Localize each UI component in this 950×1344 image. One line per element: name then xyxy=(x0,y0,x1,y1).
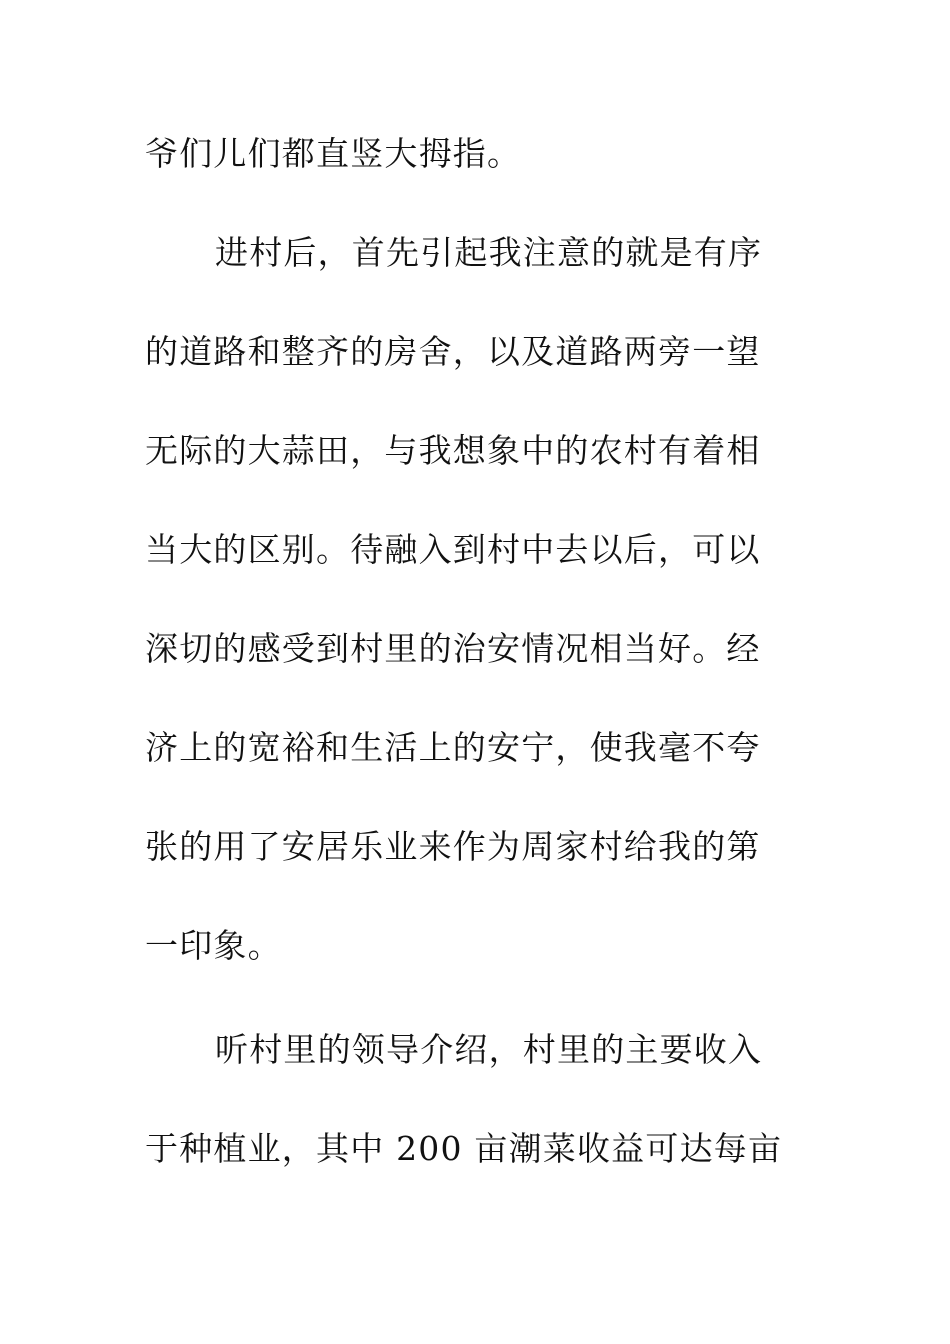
paragraph-start-line: 进村后，首先引起我注意的就是有序 xyxy=(215,233,763,272)
text-line: 无际的大蒜田，与我想象中的农村有着相 xyxy=(145,431,761,470)
text-line: 张的用了安居乐业来作为周家村给我的第 xyxy=(145,827,761,866)
text-line: 于种植业，其中 200 亩潮菜收益可达每亩 xyxy=(145,1129,783,1168)
text-line: 的道路和整齐的房舍，以及道路两旁一望 xyxy=(145,332,761,371)
text-line: 当大的区别。待融入到村中去以后，可以 xyxy=(145,530,761,569)
text-line: 爷们儿们都直竖大拇指。 xyxy=(145,134,522,173)
text-line: 济上的宽裕和生活上的安宁，使我毫不夸 xyxy=(145,728,761,767)
text-line: 一印象。 xyxy=(145,926,282,965)
text-line: 深切的感受到村里的治安情况相当好。经 xyxy=(145,629,761,668)
paragraph-start-line: 听村里的领导介绍，村里的主要收入 xyxy=(215,1030,763,1069)
